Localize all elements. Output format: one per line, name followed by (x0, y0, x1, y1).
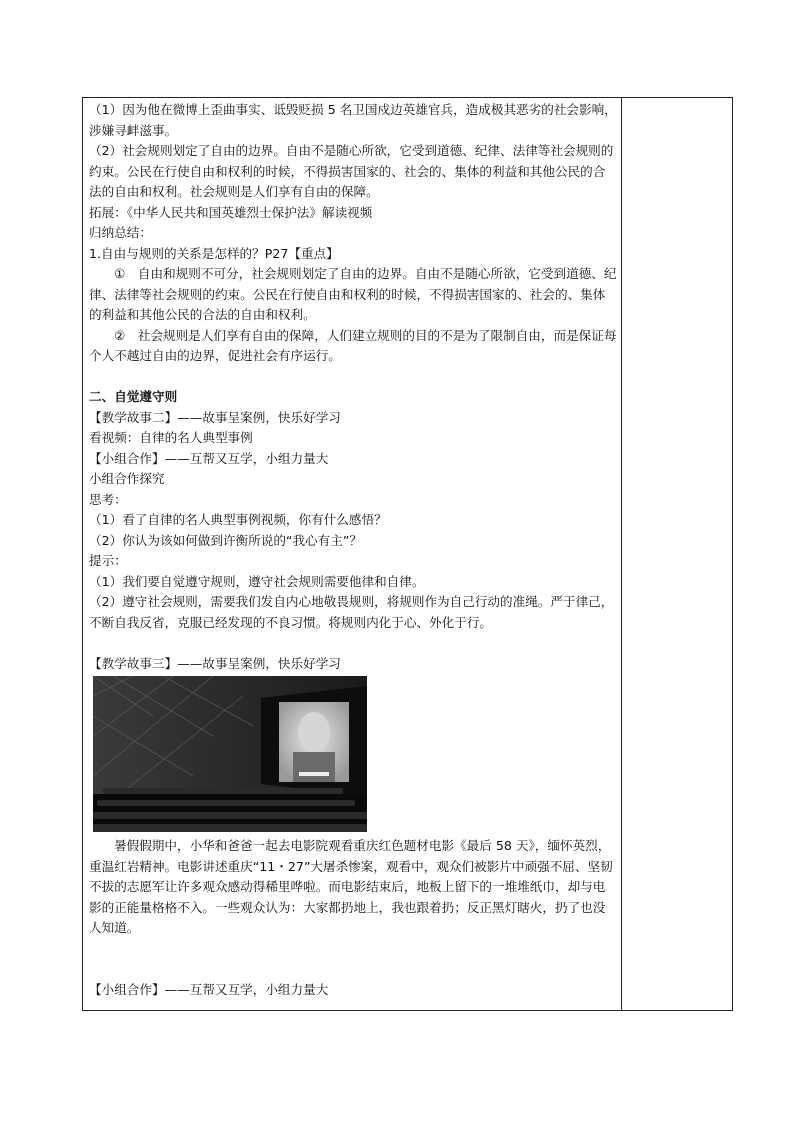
point-2: ② 社会规则是人们享有自由的保障，人们建立规则的目的不是为了限制自由，而是保证每个人不越过自由的边界，促进社会有序运行。 (89, 327, 617, 363)
group-work-title: 【小组合作】——互帮又互学，小组力量大 (89, 450, 329, 466)
main-content-cell (89, 100, 617, 1000)
cinema-photo (93, 676, 367, 832)
hint-label: 提示： (89, 553, 127, 568)
video-line: 看视频：自律的名人典型事例 (89, 430, 253, 445)
spacer (89, 633, 617, 654)
group-work-title-2: 【小组合作】——互帮又互学，小组力量大 (89, 981, 329, 997)
hint-1: （1）我们要自觉遵守规则，遵守社会规则需要他律和自律。 (89, 573, 425, 589)
summary-label: 归纳总结： (89, 225, 152, 240)
story-two-title: 【教学故事二】——故事呈案例，快乐好学习 (89, 409, 341, 425)
spacer (89, 367, 617, 388)
think-label: 思考： (89, 491, 127, 507)
story-three-title: 【教学故事三】——故事呈案例，快乐好学习 (89, 655, 341, 671)
question-2: （2）你认为该如何做到许衡所说的“我心有主”？ (89, 532, 362, 548)
point-1: ① 自由和规则不可分，社会规则划定了自由的边界。自由不是随心所欲，它受到道德、纪律、法律等社会规则的约束。公民在行使自由和权利的时候，不得损害国家的、社会的、集体的利益和其他公民的合法的自由和权利。 (89, 266, 617, 322)
spacer (89, 939, 617, 980)
paragraph-1: （1）因为他在微博上歪曲事实、诋毁贬损 5 名卫国戍边英雄官兵，造成极其恶劣的社会影响，涉嫌寻衅滋事。 (89, 102, 617, 138)
notes-cell (622, 98, 732, 1010)
section-heading: 二、自觉遵守则 (89, 389, 178, 404)
extension-line: 拓展：《中华人民共和国英雄烈士保护法》解读视频 (89, 204, 373, 220)
paragraph-2: （2）社会规则划定了自由的边界。自由不是随心所欲，它受到道德、纪律、法律等社会规则的约束。公民在行使自由和权利的时候，不得损害国家的、社会的、集体的利益和其他公民的合法的自由和权利。社会规则是人们享有自由的保障。 (89, 143, 614, 199)
key-question: 1.自由与规则的关系是怎样的？P27【重点】 (89, 245, 339, 261)
story-paragraph: 暑假假期中，小华和爸爸一起去电影院观看重庆红色题材电影《最后 58 天》，缅怀英烈，重温红岩精神。电影讲述重庆“11・27”大屠杀惨案，观看中，观众们被影片中顽强不屈、坚韧不拔的志愿军让许多观众感动得稀里哗啦。而电影结束后，地板上留下的一堆堆纸巾，却与电影的正能量格格不入。一些观众认为：大家都扔地上，我也跟着扔；反正黑灯瞎火，扔了也没人知道。 (89, 838, 613, 935)
group-explore: 小组合作探究 (89, 471, 165, 486)
question-1: （1）看了自律的名人典型事例视频，你有什么感悟？ (89, 512, 387, 527)
hint-2: （2）遵守社会规则，需要我们发自内心地敬畏规则，将规则作为自己行动的准绳。严于律己，不断自我反省，克服已经发现的不良习惯。将规则内化于心、外化于行。 (89, 594, 614, 630)
lesson-table (82, 97, 733, 1011)
